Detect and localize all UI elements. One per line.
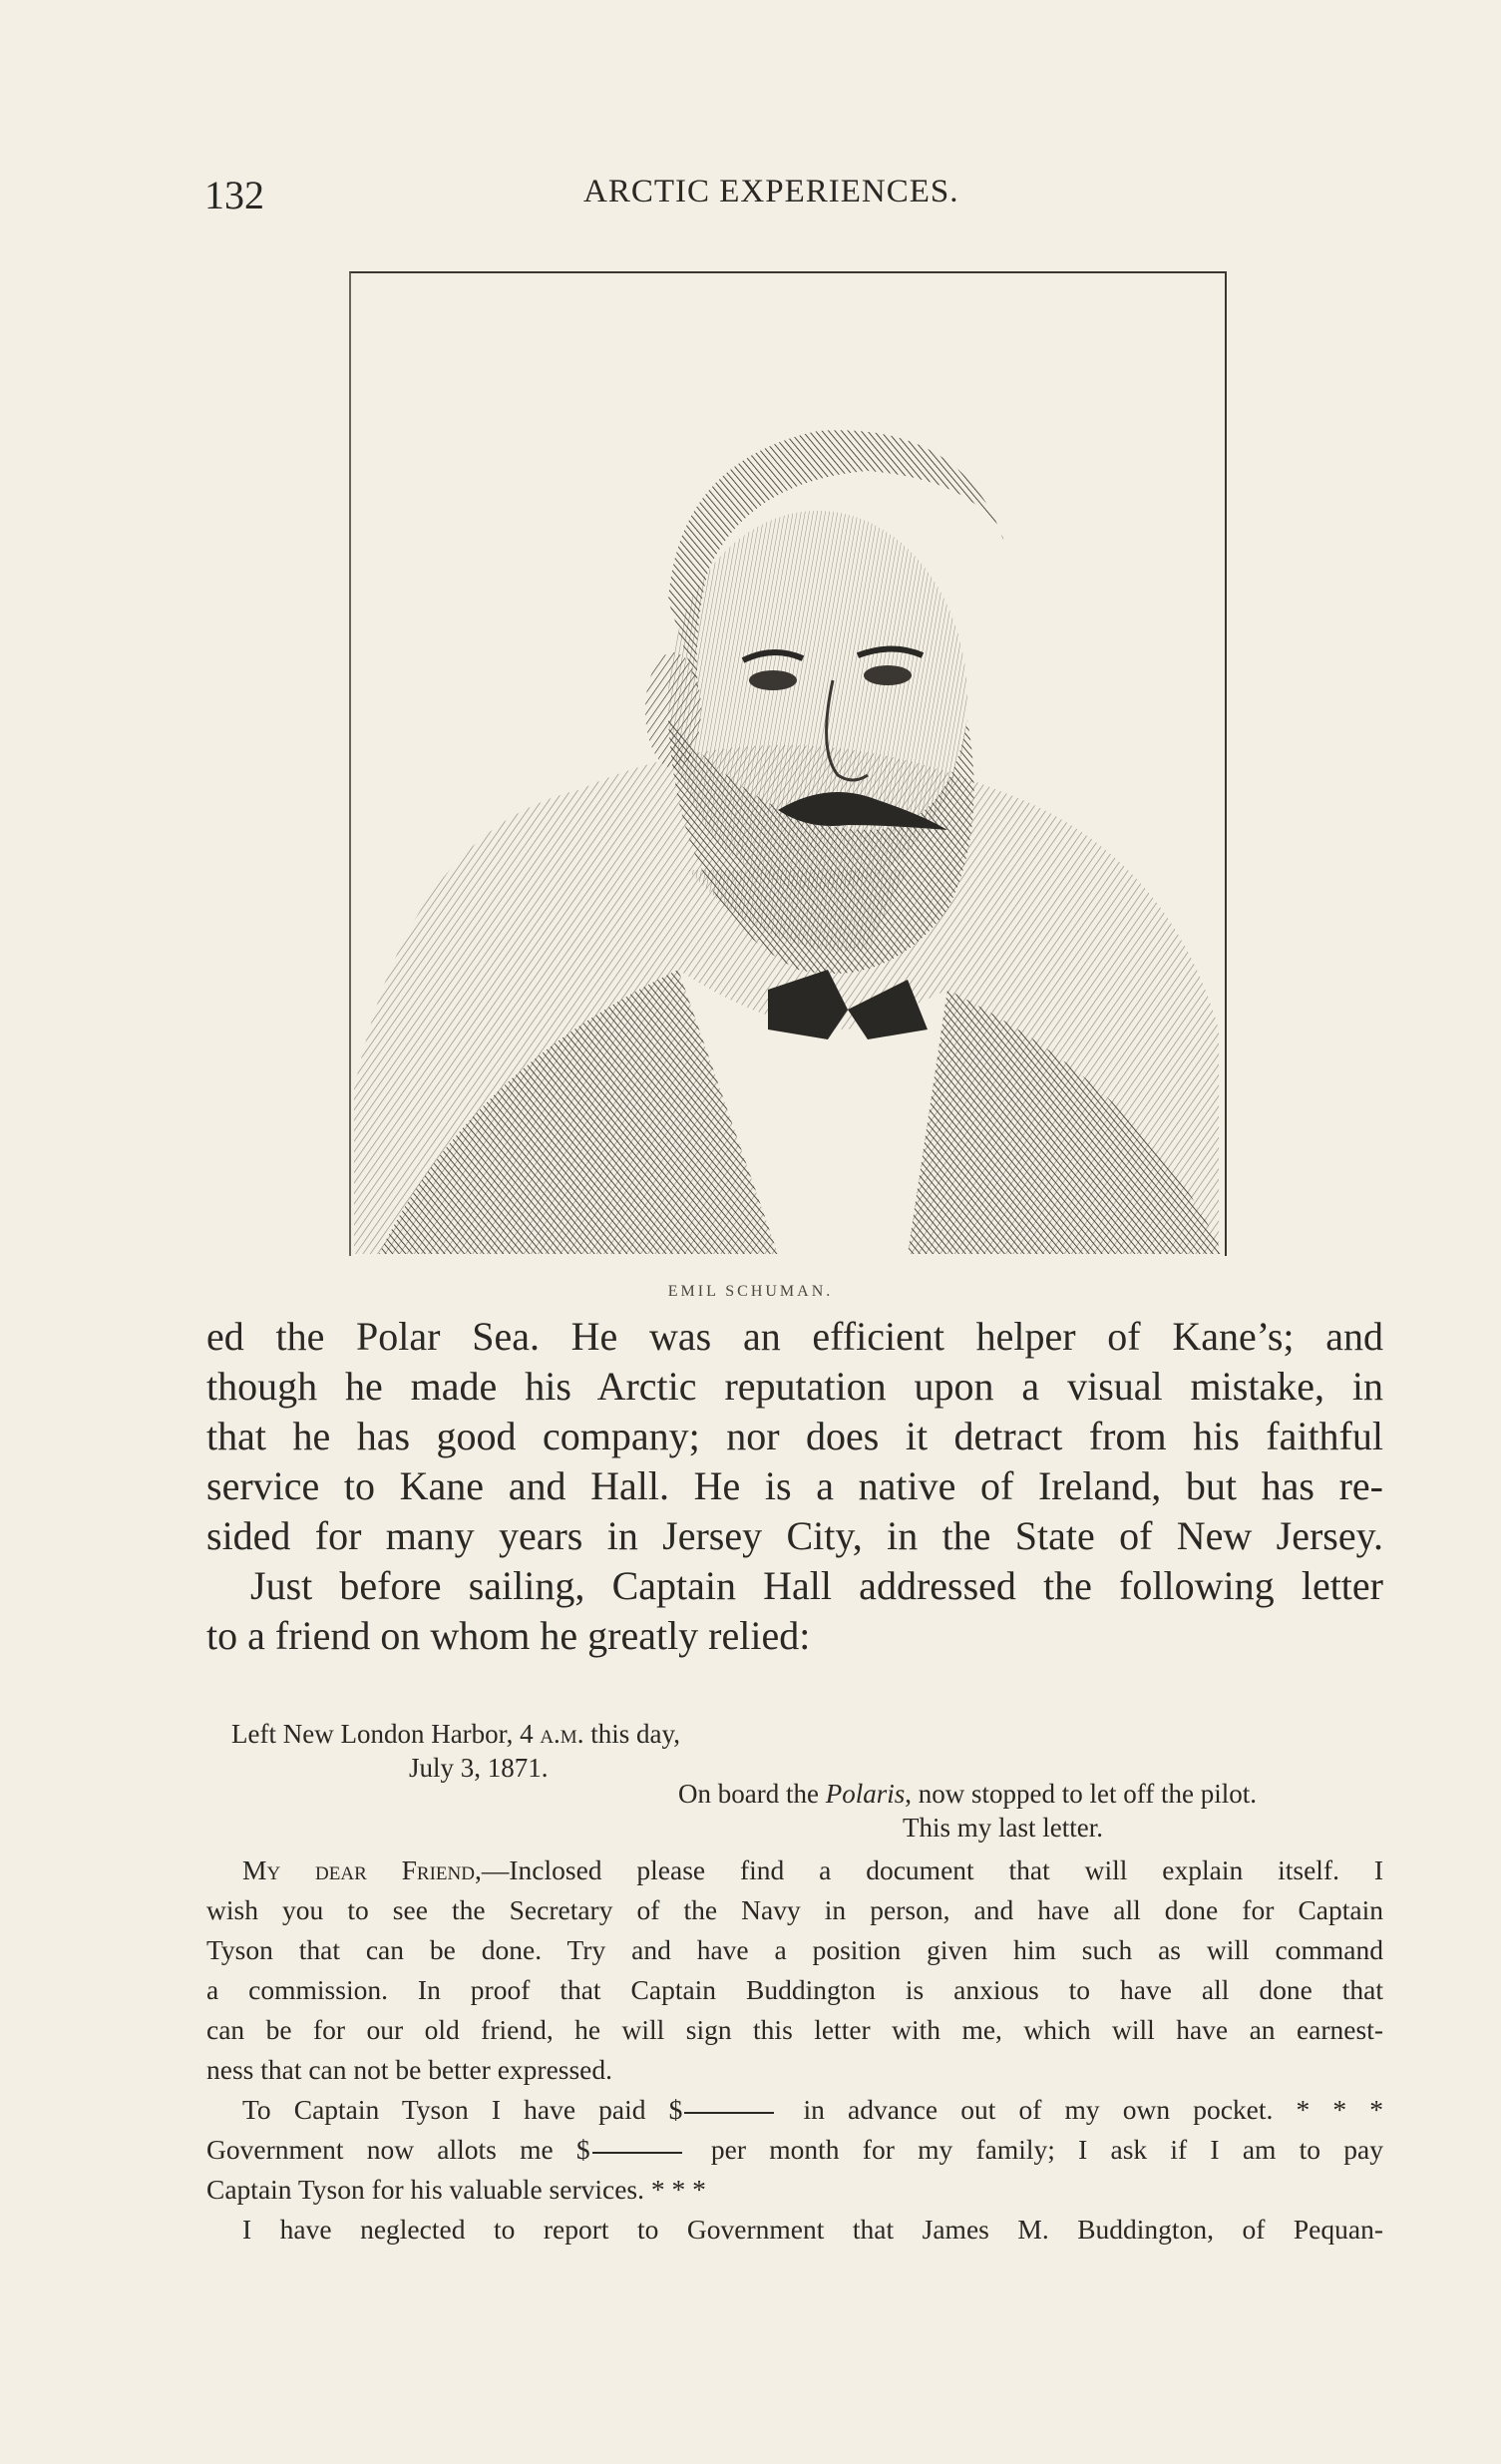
running-header [204,172,1381,219]
blank-amount [684,2112,774,2114]
letter-body [206,1850,1383,2250]
heading-rest: this day, [590,1719,680,1749]
letter-line: a commission. In proof that Captain Buddington is anxious to have all done that [206,1974,1383,2005]
text-line: though he made his Arctic reputation upon a visual mistake, in [206,1364,1383,1409]
blank-amount [592,2152,682,2154]
body-paragraph-2 [206,1561,1383,1661]
para2-b: in advance out of my own pocket. * * * [803,2094,1383,2125]
body-paragraph-1 [206,1312,1383,1561]
para2-d: per month for my family; I ask if I am to pay [710,2134,1383,2165]
text-line: ed the Polar Sea. He was an efficient helper of Kane’s; and [206,1314,1383,1359]
letter-line: can be for our old friend, he will sign this letter with me, which will have an earnest- [206,2014,1383,2045]
text-line: that he has good company; nor does it detract from his faithful [206,1414,1383,1458]
page-number: 132 [204,173,264,217]
ship-name: Polaris [825,1779,906,1809]
letter-line [206,2130,1383,2170]
letter-line [206,2090,1383,2130]
letter-heading-date: July 3, 1871. [409,1753,549,1783]
letter-line: Tyson that can be done. Try and have a position given him such as will command [206,1934,1383,1965]
engraved-portrait [349,271,1223,1254]
para2-a: To Captain Tyson I have paid $ [242,2094,683,2125]
letter-line: wish you to see the Secretary of the Navy in person, and have all done for Captain [206,1894,1383,1925]
text-line: Just before sailing, Captain Hall addressed the following letter [250,1563,1383,1608]
aboard-pre: On board the [678,1779,819,1809]
letter-line [206,1850,1383,1890]
letter-line: ness that can not be better expressed. [206,2054,613,2085]
figure-caption: EMIL SCHUMAN. [667,1283,834,1300]
letter-last-note: This my last letter. [903,1813,1103,1843]
heading-place: Left New London Harbor, 4 [231,1719,534,1749]
para1-first: —Inclosed please find a document that will explain itself. I [481,1854,1383,1885]
text-line: service to Kane and Hall. He is a native of Ireland, but has re- [206,1463,1383,1508]
letter-line: Captain Tyson for his valuable services. * * * [206,2174,706,2205]
text-line: sided for many years in Jersey City, in the State of New Jersey. [206,1513,1383,1558]
running-title: ARCTIC EXPERIENCES. [583,174,959,209]
text-line: to a friend on whom he greatly relied: [206,1613,811,1658]
letter-line: I have neglected to report to Government that James M. Buddington, of Pequan- [242,2214,1383,2245]
para2-c: Government now allots me $ [206,2134,590,2165]
aboard-post: , now stopped to let off the pilot. [905,1779,1257,1809]
salutation: My dear Friend, [242,1854,482,1885]
heading-time: a.m. [540,1719,584,1749]
